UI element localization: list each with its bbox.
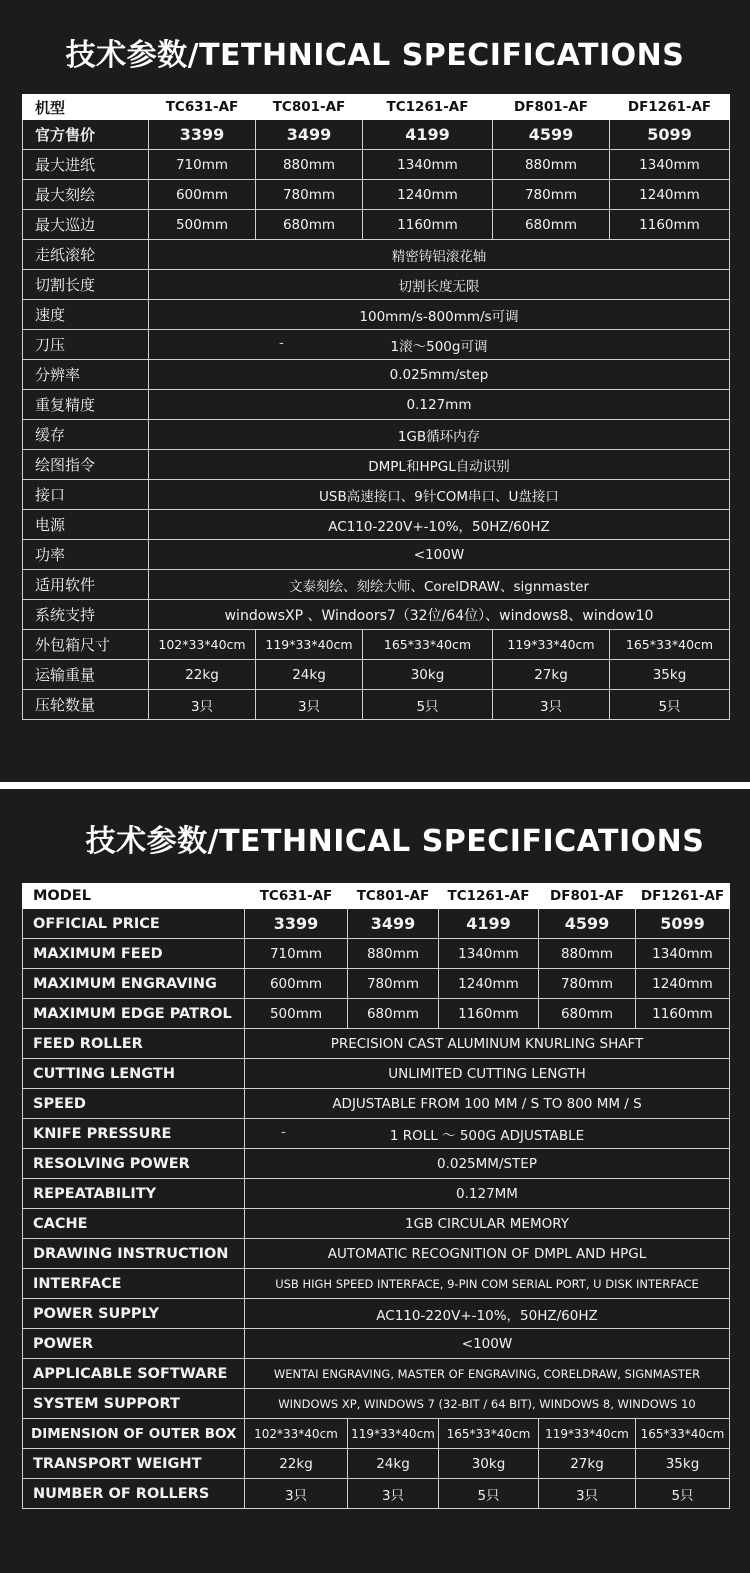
- value-cell: 165*33*40cm: [610, 630, 730, 660]
- value-cell: 22kg: [245, 1449, 348, 1479]
- value-cell: 1160mm: [363, 210, 493, 240]
- header-label: 机型: [23, 95, 149, 120]
- value-cell: 680mm: [493, 210, 610, 240]
- table-row-repeatability: [23, 390, 730, 420]
- row-label: MAXIMUM ENGRAVING: [23, 969, 245, 999]
- value-cell: 1160mm: [636, 999, 730, 1029]
- row-label: RESOLVING POWER: [23, 1149, 245, 1179]
- header-model: DF1261-AF: [610, 95, 730, 120]
- value-cell: 精密铸铝滚花轴: [149, 240, 730, 270]
- value-text: 1滚～500g可调: [390, 338, 488, 355]
- value-cell: USB HIGH SPEED INTERFACE, 9-PIN COM SERIAL PORT, U DISK INTERFACE: [245, 1269, 730, 1299]
- header-model: DF1261-AF: [636, 884, 730, 909]
- value-cell: 24kg: [256, 660, 363, 690]
- value-cell: 102*33*40cm: [149, 630, 256, 660]
- value-cell: 119*33*40cm: [256, 630, 363, 660]
- value-cell: 0.127MM: [245, 1179, 730, 1209]
- row-label: SYSTEM SUPPORT: [23, 1389, 245, 1419]
- table-row-cache: [23, 1209, 730, 1239]
- row-label: CUTTING LENGTH: [23, 1059, 245, 1089]
- row-label: 分辨率: [23, 360, 149, 390]
- value-cell: 5只: [610, 690, 730, 720]
- value-cell: 3只: [256, 690, 363, 720]
- value-cell: 1340mm: [363, 150, 493, 180]
- table-row-cutting-length: [23, 270, 730, 300]
- value-cell: 119*33*40cm: [493, 630, 610, 660]
- value-cell: 1340mm: [439, 939, 539, 969]
- value-cell: 102*33*40cm: [245, 1419, 348, 1449]
- table-row-drawing-instruction: [23, 1239, 730, 1269]
- value-cell: AC110-220V+-10%，50HZ/60HZ: [149, 510, 730, 540]
- value-cell: DMPL和HPGL自动识别: [149, 450, 730, 480]
- price-cell: 4599: [539, 909, 636, 939]
- value-cell: 165*33*40cm: [439, 1419, 539, 1449]
- price-cell: 3499: [348, 909, 439, 939]
- row-label: 接口: [23, 480, 149, 510]
- row-label: 运输重量: [23, 660, 149, 690]
- price-cell: 5099: [610, 120, 730, 150]
- table-row-drawing-instruction: [23, 450, 730, 480]
- value-cell: 500mm: [245, 999, 348, 1029]
- value-cell: 35kg: [636, 1449, 730, 1479]
- spec-panel-english: [0, 789, 750, 1573]
- table-row-max-engraving: [23, 180, 730, 210]
- value-cell: AC110-220V+-10%，50HZ/60HZ: [245, 1299, 730, 1329]
- value-cell: ADJUSTABLE FROM 100 MM / S TO 800 MM / S: [245, 1089, 730, 1119]
- table-row-software: [23, 570, 730, 600]
- price-cell: 4199: [363, 120, 493, 150]
- row-label: DRAWING INSTRUCTION: [23, 1239, 245, 1269]
- row-label: SPEED: [23, 1089, 245, 1119]
- value-cell: 680mm: [539, 999, 636, 1029]
- table-row-outer-box: [23, 630, 730, 660]
- value-cell: 0.025mm/step: [149, 360, 730, 390]
- value-cell: 1GB循环内存: [149, 420, 730, 450]
- row-label: REPEATABILITY: [23, 1179, 245, 1209]
- header-model: TC801-AF: [348, 884, 439, 909]
- value-cell: WINDOWS XP, WINDOWS 7 (32-BIT / 64 BIT), WINDOWS 8, WINDOWS 10: [245, 1389, 730, 1419]
- table-row-power: [23, 540, 730, 570]
- price-cell: 3399: [245, 909, 348, 939]
- row-label: 重复精度: [23, 390, 149, 420]
- value-cell: 880mm: [348, 939, 439, 969]
- price-cell: 3499: [256, 120, 363, 150]
- row-label: 切割长度: [23, 270, 149, 300]
- row-label: 系统支持: [23, 600, 149, 630]
- value-cell: 3只: [493, 690, 610, 720]
- table-header-row: [23, 95, 730, 120]
- header-model: TC1261-AF: [439, 884, 539, 909]
- value-cell: 22kg: [149, 660, 256, 690]
- row-label: CACHE: [23, 1209, 245, 1239]
- table-row-max-edge-patrol: [23, 999, 730, 1029]
- table-row-power: [23, 1329, 730, 1359]
- value-cell: 780mm: [539, 969, 636, 999]
- value-cell: 3只: [348, 1479, 439, 1509]
- row-label: POWER: [23, 1329, 245, 1359]
- value-cell: 1340mm: [636, 939, 730, 969]
- table-row-feed-roller: [23, 240, 730, 270]
- value-cell: USB高速接口、9针COM串口、U盘接口: [149, 480, 730, 510]
- table-row-system-support: [23, 600, 730, 630]
- price-cell: 4599: [493, 120, 610, 150]
- row-label: APPLICABLE SOFTWARE: [23, 1359, 245, 1389]
- value-cell: 1240mm: [363, 180, 493, 210]
- header-label: MODEL: [23, 884, 245, 909]
- value-cell: 30kg: [363, 660, 493, 690]
- value-cell: 0.127mm: [149, 390, 730, 420]
- row-label: 缓存: [23, 420, 149, 450]
- value-cell: PRECISION CAST ALUMINUM KNURLING SHAFT: [245, 1029, 730, 1059]
- table-row-cache: [23, 420, 730, 450]
- table-row-max-edge-patrol: [23, 210, 730, 240]
- value-cell: 5只: [439, 1479, 539, 1509]
- row-label: 适用软件: [23, 570, 149, 600]
- row-label: 刀压: [23, 330, 149, 360]
- value-cell: 27kg: [539, 1449, 636, 1479]
- table-row-repeatability: [23, 1179, 730, 1209]
- row-label: 最大进纸: [23, 150, 149, 180]
- value-cell: 600mm: [149, 180, 256, 210]
- header-model: DF801-AF: [493, 95, 610, 120]
- header-model: DF801-AF: [539, 884, 636, 909]
- value-cell: 3只: [149, 690, 256, 720]
- table-row-price: [23, 120, 730, 150]
- table-row-power-supply: [23, 1299, 730, 1329]
- row-label: 功率: [23, 540, 149, 570]
- table-row-roller-count: [23, 690, 730, 720]
- table-header-row: [23, 884, 730, 909]
- table-row-max-feed: [23, 939, 730, 969]
- value-cell: 119*33*40cm: [348, 1419, 439, 1449]
- row-label: 官方售价: [23, 120, 149, 150]
- value-cell: [149, 330, 730, 360]
- dash-mark: -: [279, 334, 284, 351]
- table-row-speed: [23, 1089, 730, 1119]
- value-cell: 119*33*40cm: [539, 1419, 636, 1449]
- value-cell: 24kg: [348, 1449, 439, 1479]
- row-label: FEED ROLLER: [23, 1029, 245, 1059]
- row-label: NUMBER OF ROLLERS: [23, 1479, 245, 1509]
- value-cell: 710mm: [149, 150, 256, 180]
- value-cell: 100mm/s-800mm/s可调: [149, 300, 730, 330]
- row-label: 压轮数量: [23, 690, 149, 720]
- value-cell: 710mm: [245, 939, 348, 969]
- value-cell: 1240mm: [610, 180, 730, 210]
- value-cell: [245, 1119, 730, 1149]
- value-cell: 1GB CIRCULAR MEMORY: [245, 1209, 730, 1239]
- value-cell: 680mm: [256, 210, 363, 240]
- value-cell: <100W: [245, 1329, 730, 1359]
- value-cell: 1160mm: [610, 210, 730, 240]
- row-label: 绘图指令: [23, 450, 149, 480]
- value-cell: 0.025MM/STEP: [245, 1149, 730, 1179]
- table-row-interface: [23, 1269, 730, 1299]
- value-cell: 680mm: [348, 999, 439, 1029]
- dash-mark: -: [281, 1123, 286, 1140]
- row-label: DIMENSION OF OUTER BOX: [23, 1419, 245, 1449]
- row-label: 外包箱尺寸: [23, 630, 149, 660]
- value-cell: WENTAI ENGRAVING, MASTER OF ENGRAVING, CORELDRAW, SIGNMASTER: [245, 1359, 730, 1389]
- row-label: MAXIMUM FEED: [23, 939, 245, 969]
- row-label: 速度: [23, 300, 149, 330]
- value-cell: 切割长度无限: [149, 270, 730, 300]
- table-row-knife-pressure: [23, 1119, 730, 1149]
- row-label: TRANSPORT WEIGHT: [23, 1449, 245, 1479]
- table-row-interface: [23, 480, 730, 510]
- table-row-max-engraving: [23, 969, 730, 999]
- row-label: POWER SUPPLY: [23, 1299, 245, 1329]
- row-label: 电源: [23, 510, 149, 540]
- value-cell: 35kg: [610, 660, 730, 690]
- value-cell: 500mm: [149, 210, 256, 240]
- value-cell: 880mm: [539, 939, 636, 969]
- value-cell: 5只: [363, 690, 493, 720]
- table-row-transport-weight: [23, 660, 730, 690]
- spec-table: [22, 94, 730, 720]
- table-row-knife-pressure: [23, 330, 730, 360]
- value-cell: 780mm: [256, 180, 363, 210]
- table-row-cutting-length: [23, 1059, 730, 1089]
- value-cell: 780mm: [348, 969, 439, 999]
- table-row-feed-roller: [23, 1029, 730, 1059]
- value-cell: 3只: [245, 1479, 348, 1509]
- table-row-speed: [23, 300, 730, 330]
- value-cell: 165*33*40cm: [636, 1419, 730, 1449]
- header-model: TC631-AF: [149, 95, 256, 120]
- price-cell: 5099: [636, 909, 730, 939]
- table-row-resolution: [23, 360, 730, 390]
- header-model: TC801-AF: [256, 95, 363, 120]
- value-cell: 3只: [539, 1479, 636, 1509]
- row-label: 走纸滚轮: [23, 240, 149, 270]
- value-cell: UNLIMITED CUTTING LENGTH: [245, 1059, 730, 1089]
- panel-divider: [0, 782, 750, 789]
- spec-table: [22, 883, 730, 1509]
- spec-panel-chinese: [0, 0, 750, 782]
- value-cell: windowsXP 、Windoors7（32位/64位）、windows8、window10: [149, 600, 730, 630]
- row-label: 最大刻绘: [23, 180, 149, 210]
- table-row-power-supply: [23, 510, 730, 540]
- price-cell: 4199: [439, 909, 539, 939]
- price-cell: 3399: [149, 120, 256, 150]
- value-cell: 780mm: [493, 180, 610, 210]
- value-cell: 文泰刻绘、刻绘大师、CorelDRAW、signmaster: [149, 570, 730, 600]
- value-cell: 600mm: [245, 969, 348, 999]
- table-row-resolution: [23, 1149, 730, 1179]
- value-cell: 165*33*40cm: [363, 630, 493, 660]
- table-row-outer-box: [23, 1419, 730, 1449]
- row-label: MAXIMUM EDGE PATROL: [23, 999, 245, 1029]
- row-label: KNIFE PRESSURE: [23, 1119, 245, 1149]
- table-row-roller-count: [23, 1479, 730, 1509]
- header-model: TC1261-AF: [363, 95, 493, 120]
- value-cell: 27kg: [493, 660, 610, 690]
- value-text: 1 ROLL ～ 500G ADJUSTABLE: [389, 1127, 585, 1144]
- page-title: 技术参数/TETHNICAL SPECIFICATIONS: [65, 38, 685, 73]
- value-cell: 1240mm: [439, 969, 539, 999]
- value-cell: <100W: [149, 540, 730, 570]
- value-cell: 1160mm: [439, 999, 539, 1029]
- page-title: 技术参数/TETHNICAL SPECIFICATIONS: [85, 824, 705, 859]
- value-cell: 30kg: [439, 1449, 539, 1479]
- table-row-max-feed: [23, 150, 730, 180]
- table-row-system-support: [23, 1389, 730, 1419]
- row-label: INTERFACE: [23, 1269, 245, 1299]
- table-row-software: [23, 1359, 730, 1389]
- value-cell: AUTOMATIC RECOGNITION OF DMPL AND HPGL: [245, 1239, 730, 1269]
- table-row-price: [23, 909, 730, 939]
- table-row-transport-weight: [23, 1449, 730, 1479]
- header-model: TC631-AF: [245, 884, 348, 909]
- value-cell: 880mm: [256, 150, 363, 180]
- value-cell: 880mm: [493, 150, 610, 180]
- row-label: 最大巡边: [23, 210, 149, 240]
- value-cell: 1240mm: [636, 969, 730, 999]
- row-label: OFFICIAL PRICE: [23, 909, 245, 939]
- value-cell: 5只: [636, 1479, 730, 1509]
- value-cell: 1340mm: [610, 150, 730, 180]
